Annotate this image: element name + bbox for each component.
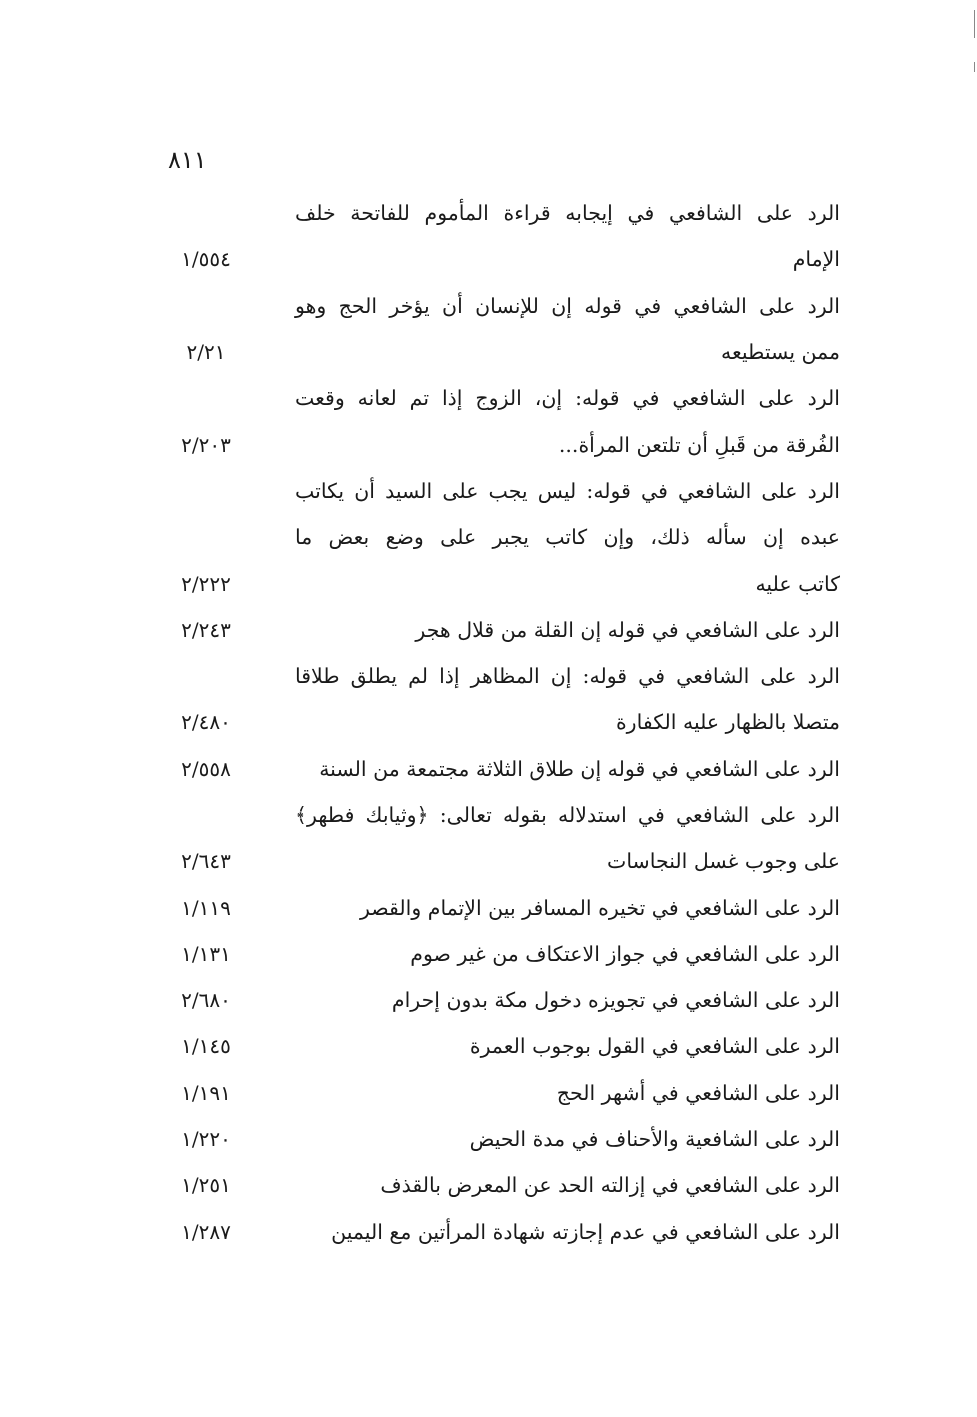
- entry-text: الرد على الشافعية والأحناف في مدة الحيض: [469, 1127, 840, 1152]
- entry-reference: ٢/٢٢٢: [181, 571, 231, 596]
- index-entry: [160, 653, 840, 746]
- entry-reference: ١/١٩١: [181, 1080, 231, 1105]
- entry-line: [160, 931, 840, 977]
- entry-text: الرد على الشافعي في تجويزه دخول مكة بدون إحرام: [391, 988, 840, 1013]
- entry-text: الرد على الشافعي في أشهر الحج: [556, 1080, 840, 1105]
- entry-text: الفُرقة من قَبلِ أن تلتعن المرأة...: [558, 432, 840, 457]
- entry-reference: ١/١١٩: [181, 895, 231, 920]
- entry-reference: ٢/٢٤٣: [181, 617, 231, 642]
- entry-reference: ١/٥٥٤: [181, 247, 231, 272]
- entry-line: [160, 560, 840, 606]
- entry-text: الرد على الشافعي في قوله إن القلة من قلال هجر: [415, 617, 840, 642]
- index-entry: [160, 468, 840, 607]
- entry-reference: ٢/٦٤٣: [181, 849, 231, 874]
- entry-text: الرد على الشافعي في استدلاله بقوله تعالى: ﴿وثيابك فطهر﴾: [295, 803, 840, 827]
- index-entry: [160, 884, 840, 930]
- entry-reference: ٢/٢٠٣: [181, 432, 231, 457]
- entry-reference: ١/٢٨٧: [181, 1219, 231, 1244]
- entry-reference: ١/١٣١: [181, 941, 231, 966]
- entry-line: [160, 1209, 840, 1255]
- index-entry: [160, 1162, 840, 1208]
- entry-text: الرد على الشافعي في قوله: إن المظاهر إذا لم يطلق طلاقا: [295, 664, 840, 689]
- entry-reference: ١/١٤٥: [181, 1034, 231, 1059]
- entry-line: [160, 468, 840, 514]
- entry-line: [160, 746, 840, 792]
- entry-line: [160, 884, 840, 930]
- entry-reference: ٢/٤٨٠: [181, 710, 231, 735]
- entry-text: الرد على الشافعي في جواز الاعتكاف من غير صوم: [410, 941, 840, 966]
- page-number: ٨١١: [168, 146, 207, 174]
- index-entry: [160, 931, 840, 977]
- entry-text: الرد على الشافعي في قوله: إن، الزوج إذا تم لعانه وقعت: [295, 386, 840, 411]
- entry-line: [160, 977, 840, 1023]
- index-entry: [160, 375, 840, 468]
- index-entry: [160, 1116, 840, 1162]
- entry-text: على وجوب غسل النجاسات: [607, 849, 840, 874]
- entry-line: [160, 329, 840, 375]
- entry-text: الرد على الشافعي في إزالته الحد عن المعرض بالقذف: [380, 1173, 840, 1198]
- entry-reference: ١/٢٥١: [181, 1173, 231, 1198]
- index-entry: [160, 607, 840, 653]
- entry-line: [160, 283, 840, 329]
- entry-line: [160, 236, 840, 282]
- entry-text: كاتب عليه: [755, 571, 840, 596]
- entry-text: الرد على الشافعي في إيجابه قراءة المأموم للفاتحة خلف: [295, 201, 840, 226]
- index-entry: [160, 1070, 840, 1116]
- index-entry: [160, 746, 840, 792]
- entry-text: متصلا بالظهار عليه الكفارة: [615, 710, 840, 735]
- entry-text: الرد على الشافعي في القول بوجوب العمرة: [469, 1034, 840, 1059]
- entry-text: الرد على الشافعي في قوله: ليس يجب على السيد أن يكاتب: [295, 478, 840, 503]
- entry-line: [160, 1162, 840, 1208]
- scan-edge-mark: [974, 62, 975, 72]
- entry-line: [160, 421, 840, 467]
- entry-text: الإمام: [792, 247, 840, 272]
- index-entry: [160, 792, 840, 885]
- entry-text: الرد على الشافعي في قوله إن للإنسان أن يؤخر الحج وهو: [295, 293, 840, 318]
- entry-line: [160, 1070, 840, 1116]
- index-entry: [160, 190, 840, 283]
- entry-line: [160, 375, 840, 421]
- entry-text: الرد على الشافعي في قوله إن طلاق الثلاثة مجتمعة من السنة: [319, 756, 840, 781]
- entry-line: [160, 792, 840, 838]
- entry-line: [160, 190, 840, 236]
- index-list: [160, 190, 840, 1255]
- entry-line: [160, 838, 840, 884]
- index-entry: [160, 283, 840, 376]
- scan-edge-mark: [974, 10, 975, 38]
- index-entry: [160, 977, 840, 1023]
- entry-text: الرد على الشافعي في تخيره المسافر بين الإتمام والقصر: [359, 895, 840, 920]
- entry-reference: ١/٢٢٠: [181, 1127, 231, 1152]
- entry-text: الرد على الشافعي في عدم إجازته شهادة المرأتين مع اليمين: [331, 1219, 840, 1244]
- entry-line: [160, 699, 840, 745]
- entry-line: [160, 653, 840, 699]
- index-entry: [160, 1023, 840, 1069]
- entry-reference: ٢/٢١: [186, 340, 226, 365]
- entry-reference: ٢/٥٥٨: [181, 756, 231, 781]
- entry-line: [160, 514, 840, 560]
- entry-line: [160, 1023, 840, 1069]
- entry-line: [160, 607, 840, 653]
- entry-text: ممن يستطيعه: [720, 340, 840, 365]
- index-entry: [160, 1209, 840, 1255]
- entry-reference: ٢/٦٨٠: [181, 988, 231, 1013]
- entry-text: عبده إن سأله ذلك، وإن كاتب يجبر على وضع بعض ما: [295, 525, 840, 550]
- entry-line: [160, 1116, 840, 1162]
